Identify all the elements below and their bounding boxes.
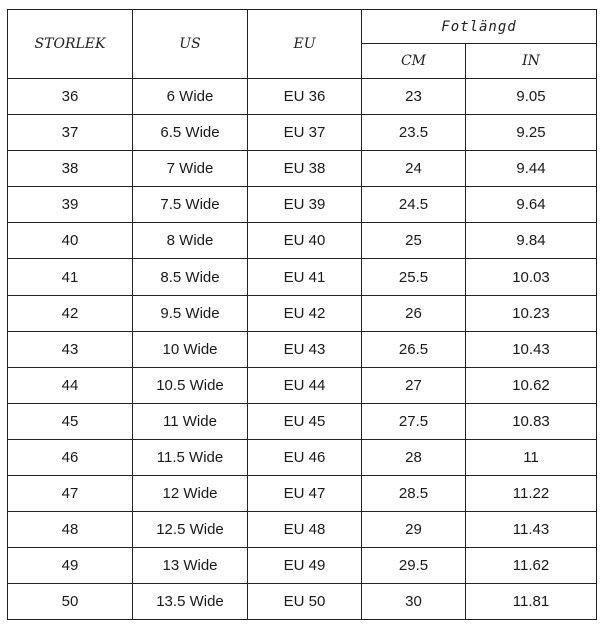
cell-cm: 23 (362, 79, 466, 115)
table-row (8, 187, 597, 223)
cell-storlek: 40 (8, 223, 133, 259)
cell-us: 12 Wide (133, 476, 248, 512)
cell-in: 9.64 (466, 187, 597, 223)
cell-us: 7.5 Wide (133, 187, 248, 223)
header-fotlangd: Fotlängd (362, 10, 597, 44)
cell-cm: 27.5 (362, 403, 466, 439)
cell-cm: 28.5 (362, 476, 466, 512)
cell-eu: EU 44 (248, 367, 362, 403)
cell-in: 9.84 (466, 223, 597, 259)
cell-us: 10 Wide (133, 331, 248, 367)
cell-storlek: 50 (8, 584, 133, 620)
cell-us: 11 Wide (133, 403, 248, 439)
cell-in: 10.03 (466, 259, 597, 295)
cell-cm: 28 (362, 439, 466, 475)
cell-in: 11 (466, 439, 597, 475)
cell-eu: EU 49 (248, 548, 362, 584)
cell-us: 9.5 Wide (133, 295, 248, 331)
header-eu: EU (248, 10, 362, 79)
cell-cm: 24 (362, 151, 466, 187)
table-row (8, 259, 597, 295)
table-row (8, 367, 597, 403)
cell-cm: 25.5 (362, 259, 466, 295)
table-row (8, 512, 597, 548)
cell-us: 13 Wide (133, 548, 248, 584)
cell-in: 11.43 (466, 512, 597, 548)
cell-storlek: 38 (8, 151, 133, 187)
size-chart-table (7, 9, 597, 620)
cell-in: 11.62 (466, 548, 597, 584)
cell-storlek: 36 (8, 79, 133, 115)
table-row (8, 584, 597, 620)
cell-eu: EU 50 (248, 584, 362, 620)
cell-storlek: 37 (8, 115, 133, 151)
cell-cm: 25 (362, 223, 466, 259)
cell-eu: EU 41 (248, 259, 362, 295)
cell-us: 10.5 Wide (133, 367, 248, 403)
cell-cm: 26 (362, 295, 466, 331)
table-row (8, 548, 597, 584)
cell-eu: EU 47 (248, 476, 362, 512)
cell-in: 9.44 (466, 151, 597, 187)
cell-storlek: 45 (8, 403, 133, 439)
cell-us: 8.5 Wide (133, 259, 248, 295)
header-storlek: STORLEK (8, 10, 133, 79)
header-row (8, 10, 597, 44)
cell-eu: EU 39 (248, 187, 362, 223)
cell-storlek: 46 (8, 439, 133, 475)
cell-storlek: 39 (8, 187, 133, 223)
cell-cm: 23.5 (362, 115, 466, 151)
cell-cm: 29.5 (362, 548, 466, 584)
table-row (8, 403, 597, 439)
cell-in: 11.22 (466, 476, 597, 512)
cell-us: 8 Wide (133, 223, 248, 259)
cell-cm: 27 (362, 367, 466, 403)
cell-us: 11.5 Wide (133, 439, 248, 475)
cell-storlek: 47 (8, 476, 133, 512)
cell-eu: EU 38 (248, 151, 362, 187)
cell-in: 9.25 (466, 115, 597, 151)
cell-eu: EU 43 (248, 331, 362, 367)
table-row (8, 439, 597, 475)
cell-in: 9.05 (466, 79, 597, 115)
cell-cm: 30 (362, 584, 466, 620)
table-row (8, 79, 597, 115)
cell-storlek: 48 (8, 512, 133, 548)
table-row (8, 476, 597, 512)
cell-cm: 29 (362, 512, 466, 548)
table-body (8, 79, 597, 620)
cell-eu: EU 40 (248, 223, 362, 259)
cell-cm: 26.5 (362, 331, 466, 367)
cell-in: 10.83 (466, 403, 597, 439)
header-in: IN (466, 44, 597, 79)
table-row (8, 115, 597, 151)
header-cm: CM (362, 44, 466, 79)
cell-eu: EU 48 (248, 512, 362, 548)
table-row (8, 223, 597, 259)
cell-eu: EU 45 (248, 403, 362, 439)
cell-in: 10.23 (466, 295, 597, 331)
cell-storlek: 42 (8, 295, 133, 331)
cell-eu: EU 46 (248, 439, 362, 475)
table-row (8, 295, 597, 331)
cell-us: 7 Wide (133, 151, 248, 187)
cell-storlek: 49 (8, 548, 133, 584)
cell-us: 6.5 Wide (133, 115, 248, 151)
cell-in: 11.81 (466, 584, 597, 620)
cell-cm: 24.5 (362, 187, 466, 223)
cell-us: 12.5 Wide (133, 512, 248, 548)
cell-us: 13.5 Wide (133, 584, 248, 620)
cell-eu: EU 36 (248, 79, 362, 115)
cell-us: 6 Wide (133, 79, 248, 115)
cell-eu: EU 42 (248, 295, 362, 331)
table-row (8, 331, 597, 367)
cell-eu: EU 37 (248, 115, 362, 151)
table-row (8, 151, 597, 187)
cell-in: 10.62 (466, 367, 597, 403)
cell-storlek: 43 (8, 331, 133, 367)
header-us: US (133, 10, 248, 79)
cell-storlek: 41 (8, 259, 133, 295)
cell-storlek: 44 (8, 367, 133, 403)
cell-in: 10.43 (466, 331, 597, 367)
